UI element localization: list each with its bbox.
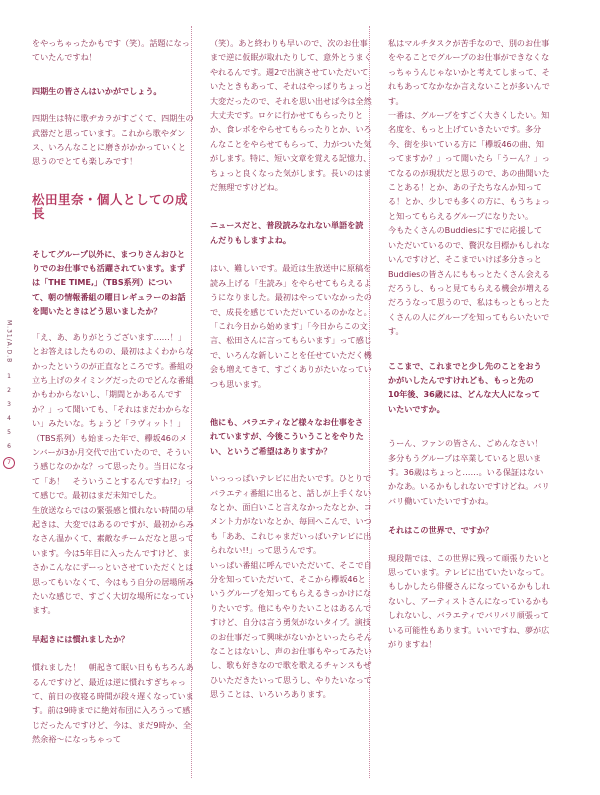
page-index-current: 7 (3, 457, 15, 469)
sidebar-title: M.31/A.D.B (5, 320, 13, 364)
page-index-2: 2 (7, 387, 11, 395)
column-1 (18, 0, 198, 795)
answer-text: （笑）。あと終わりも早いので、次のお仕事まで逆に仮眠が取れたりして、意外とうまくやれるんです。週2で出演させていただいていたときもあって、それはやっぱりちょっと大変だったので、それを思い出せば今は全然大丈夫です。ロケに行かせてもらったりとか、食レポをやらせてもらったりとか、いろんなことをやらせてもらって、力がついた気がします。特に、短い文章を覚える記憶力、ちょっと良くなった気がします。長いのはまだ無理ですけどね。 (210, 38, 372, 193)
answer-text: はい、難しいです。最近は生放送中に原稿を読み上げる「生読み」をやらせてもらえるようになりました。最初はやっていなかったので、成長を感じていただいているのかなと。「これ今日から始めます」「今日からこの文言、松田さんに言ってもらいます」って感じで、いろんな新しいことを任せていただく機会も増えてきて、すごくありがたいなっていつも思います。 (210, 263, 372, 389)
answer-text: 「え、あ、ありがとうございます……！」とお答えはしたものの、最初はよくわからなかったというのが正直なところです。番組の立ち上げのタイミングだったのでどんな番組かもわからないし、「期間とかあるんですか？」って聞いても、「それはまだわからない」みたいな。ちょうど「ラヴィット！」（TBS系列）も始まった年で、欅坂46のメンバーが3か月交代で出ていたので、そういう感じなのかな？って思ったり。当日になって「あ！ そういうことするんですね!?」って感じで。最初はまだ未知でした。 (32, 331, 194, 501)
answer-text: 生放送ならではの緊張感と慣れない時間の早起きは、大変ではあるのですが、最初からみなさん温かくて、素敵なチームだなと思っています。今は5年目に入ったんですけど、まさかこんなにずーっといさせていただくとは思ってもいなくて、今はもう自分の居場所みたいな感じで、すごく大切な場所になっています。 (32, 504, 194, 616)
answer-text: 四期生は特に歌ヂカラがすごくて、四期生の武器だと思っています。これから歌やダンス、いろんなことに磨きがかかっていくと思うのでとても楽しみです！ (32, 113, 194, 167)
page-index-1: 1 (7, 373, 11, 381)
answer-text: 現段階では、この世界に残って頑張りたいと思っています。テレビに出ていたいなって。もしかしたら俳優さんになっているかもしれないし、アーティストさんになっているかもしれないし、バラエティでバリバリ頑張っている可能性もあります。いいですね、夢が広がりますね！ (388, 552, 550, 650)
interview-question: ここまで、これまでと少し先のことをおうかがいしたんですけれども、もっと先の10年後、36歳には、どんな大人になっていたいですか。 (388, 360, 542, 414)
answer-text: 私はマルチタスクが苦手なので、別のお仕事をやることでグループのお仕事ができなくなっちゃうんじゃないかと考えてしまって、それもあってなかなか言えないことが多いんです。 (388, 38, 550, 106)
answer-text: いっっっぱいテレビに出たいです。ひとりでバラエティ番組に出ると、話しが上手くないなとか、面白いこと言えなかったなとか、コメント力がないなとか、毎回へこんで、いつも「ああ、これじゃまだいっぱいテレビに出られない!!」って思うんです。 (210, 473, 372, 556)
answer-text: 一番は、グループをすごく大きくしたい。知名度を、もっと上げていきたいです。多分今、街を歩いている方に「欅坂46の曲、知ってますか？」って聞いたら「うーん？」ってなるのが現状だと思うので、あの曲聞いたことある！とか、あの子たちなんか知ってる！とか、少しでも多くの方に、もうちょっと知ってもらえるグループになりたい。 (388, 110, 550, 221)
column-2 (196, 0, 376, 795)
page-index-4: 4 (7, 415, 11, 423)
interview-question: それはこの世界で、ですか？ (388, 525, 494, 536)
answer-text: うーん、ファンの皆さん、ごめんなさい！多分もうグループは卒業していると思います。36歳はちょっと……。いる保証はないかなあ。いるかもしれないですけどね。バリバリ働いていたいですかね。 (388, 438, 550, 506)
page-index-3: 3 (7, 401, 11, 409)
answer-text: 慣れました！ 朝起きて眠い日ももちろんあるんですけど、最近は逆に慣れすぎちゃって、前日の夜寝る時間が段々遅くなっています。前は9時までに絶対布団に入ろうって感じだったんですけど、今は、まだ9時か、全然余裕～になっちゃって (32, 662, 194, 745)
answer-text: をやっちゃったかもです（笑）。話題になっていたんですね！ (32, 38, 190, 63)
interview-question: 他にも、バラエティなど様々なお仕事をされていますが、今後こういうことをやりたい、というご希望はありますか？ (210, 416, 364, 456)
page-index-5: 5 (7, 429, 11, 437)
page-sidebar (2, 320, 16, 476)
section-title: 松田里奈・個人としての成長 (32, 191, 189, 222)
page-index-6: 6 (7, 443, 11, 451)
column-3 (374, 0, 554, 795)
interview-question: そしてグループ以外に、まつりさんおひとりでのお仕事でも活躍されています。まずは「THE TIME,」（TBS系列）について、朝の情報番組の曜日レギュラーのお話を聞いたときはどう思いましたか？ (32, 248, 186, 317)
interview-question: ニュースだと、普段読みなれない単語を読んだりもしますよね。 (210, 220, 364, 245)
interview-question: 四期生の皆さんはいかがでしょう。 (32, 85, 162, 96)
interview-question: 早起きには慣れましたか？ (32, 633, 130, 644)
answer-text: 今もたくさんのBuddiesにすでに応援していただいているので、贅沢な目標かもしれないんですけど、そこまでいけば多分きっとBuddiesの皆さんにももっとたくさん会えるだろうし、もっと見てもらえる機会が増えるだろうなって思うので、私はもっともっとたくさんの人にグループを知ってもらいたいです。 (388, 225, 550, 337)
answer-text: いっぱい番組に呼んでいただいて、そこで自分を知っていただいて、そこから欅坂46というグループを知ってもらえるきっかけになりたいです。他にもやりたいことはあるんですけど、自分は言う勇気がないタイプ。演技のお仕事だって興味がないかといったらそんなことはないし、声のお仕事もやってみたいし、歌も好きなので歌を歌えるチャンスもぜひいただきたいって思うし、やりたいなって思うことは、いろいろあります。 (210, 559, 372, 700)
